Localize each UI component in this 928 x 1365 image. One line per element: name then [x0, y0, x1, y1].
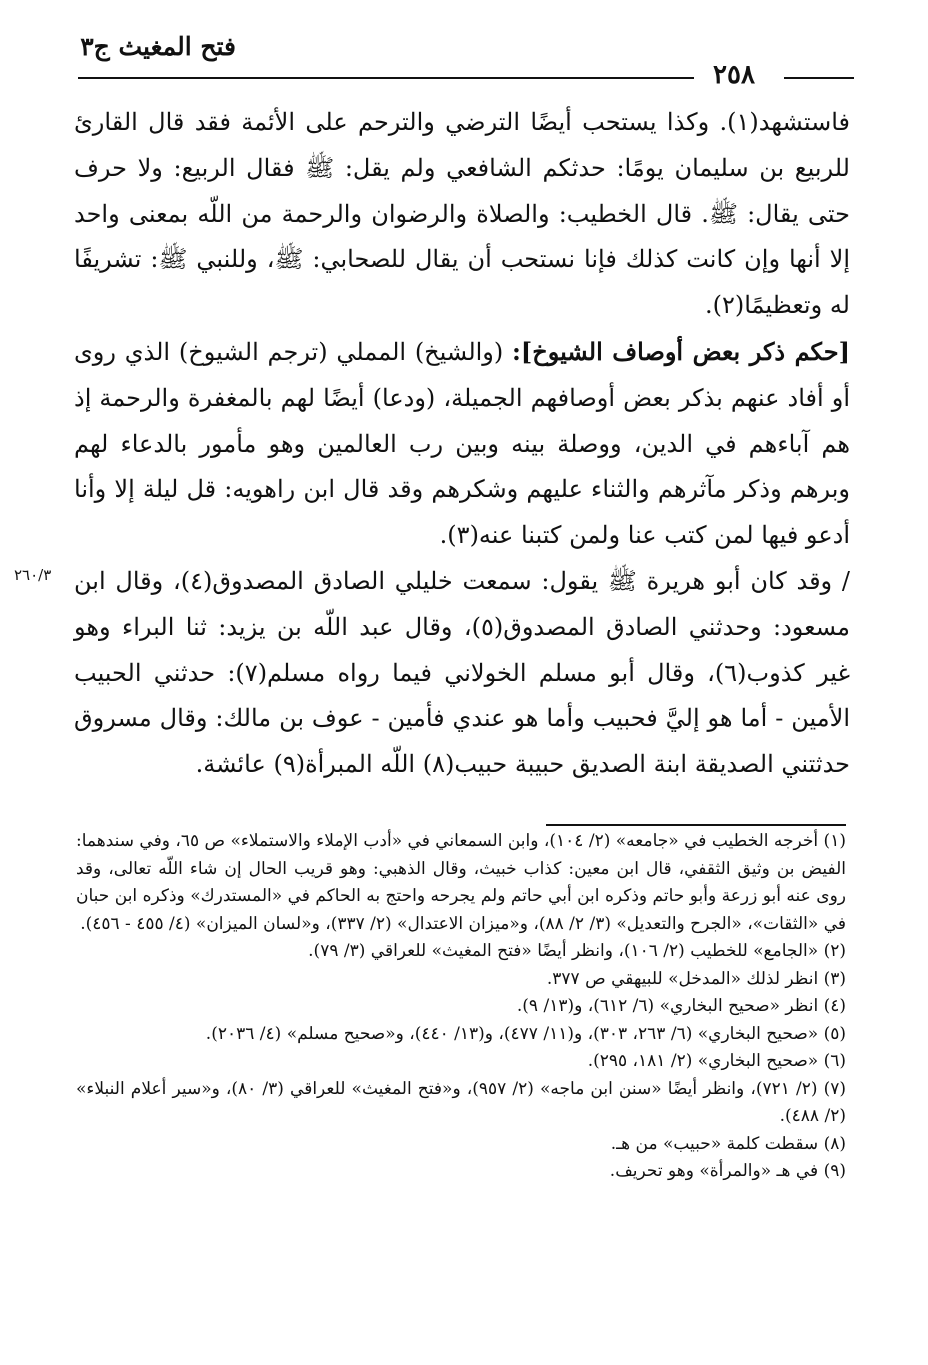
margin-page-reference: ٢٦٠/٣ — [14, 566, 52, 584]
paragraph-2-text: (والشيخ) المملي (ترجم الشيوخ) الذي روى أو أفاد عنهم بذكر بعض أوصافهم الجميلة، (ودعا) أيضًا لهم بالمغفرة والرحمة إذ هم آباءهم في الدين، ووصلة بينه وبين رب العالمين وهو مأمور بالدعاء لهم وبرهم وذكر مآثرهم والثناء عليهم وشكرهم وقد قال ابن راهويه: قل ليلة إلا وأنا أدعو فيها لمن كتب عنا ولمن كتبنا عنه(٣). — [74, 337, 850, 550]
paragraph-1: فاستشهد(١). وكذا يستحب أيضًا الترضي والترحم على الأئمة فقد قال القارئ للربيع بن سليمان يومًا: حدثكم الشافعي ولم يقل: ﷺ فقال الربيع: ولا حرف حتى يقال: ﷺ. قال الخطيب: والصلاة والرضوان والرحمة من اللّه بمعنى واحد إلا أنها وإن كانت كذلك فإنا نستحب أن يقال للصحابي: ﷺ، وللنبي ﷺ: تشريفًا له وتعظيمًا(٢). — [74, 108, 850, 320]
page-number-line — [78, 60, 854, 90]
footnote-8: (٨) سقطت كلمة «حبيب» من هـ. — [610, 1133, 846, 1154]
footnote-5: (٥) «صحيح البخاري» (٦/ ٢٦٣، ٣٠٣)، و(١١/ ٤٧٧)، و(١٣/ ٤٤٠)، و«صحيح مسلم» (٤/ ٢٠٣٦). — [205, 1023, 846, 1044]
paragraph-2 — [74, 329, 850, 559]
header-rule-left — [78, 77, 696, 79]
footnote-7: (٧) (٢/ ٧٢١)، وانظر أيضًا «سنن ابن ماجه» (٢/ ٩٥٧)، و«فتح المغيث» للعراقي (٣/ ٨٠)، و«سير أعلام النبلاء» (٢/ ٤٨٨). — [76, 1078, 847, 1126]
main-text — [74, 100, 850, 788]
section-heading: [حكم ذكر بعض أوصاف الشيوخ]: — [512, 336, 850, 366]
footnote-6: (٦) «صحيح البخاري» (٢/ ١٨١، ٢٩٥). — [587, 1051, 846, 1071]
paragraph-3: / وقد كان أبو هريرة ﷺ يقول: سمعت خليلي الصادق المصدوق(٤)، وقال ابن مسعود: وحدثني الصادق المصدوق(٥)، وقال عبد اللّه بن يزيد: ثنا البراء وهو غير كذوب(٦)، وقال أبو مسلم الخولاني فيما رواه مسلم(٧): حدثني الحبيب الأمين - أما هو إليَّ فحبيب وأما هو عندي فأمين - عوف بن مالك: وقال مسروق حدثتني الصديقة ابنة الصديق حبيبة حبيب(٨) اللّه المبرأة(٩) عائشة. — [74, 566, 850, 779]
footnote-1: (١) أخرجه الخطيب في «جامعه» (٢/ ١٠٤)، وابن السمعاني في «أدب الإملاء والاستملاء» ص ٦٥، وفي سندهما: الفيض بن وثيق الثقفي، قال ابن معين: كذاب خبيث، وقال الذهبي: وهو قريب الحال إن شاء اللّه تعالى، وقد روى عنه أبو زرعة وأبو حاتم وذكره ابن أبي حاتم ولم يجرحه واحتج به الحاكم في «المستدرك» وذكره ابن حبان في «الثقات»، «الجرح والتعديل» (٣/ ٢/ ٨٨)، و«ميزان الاعتدال» (٢/ ٣٣٧)، و«لسان الميزان» (٤/ ٤٥٥ - ٤٥٦). — [76, 831, 846, 934]
running-title: فتح المغيث ج٣ — [80, 32, 236, 61]
footnote-9: (٩) في هـ «والمرأة» وهو تحريف. — [609, 1161, 846, 1181]
footnotes — [76, 828, 846, 1186]
header-rule-right — [784, 77, 854, 79]
footnote-3: (٣) انظر لذلك «المدخل» للبيهقي ص ٣٧٧. — [546, 968, 846, 989]
footnote-4: (٤) انظر «صحيح البخاري» (٦/ ٦١٢)، و(١٣/ ٩). — [516, 996, 846, 1016]
footnote-2: (٢) «الجامع» للخطيب (٢/ ١٠٦)، وانظر أيضًا «فتح المغيث» للعراقي (٣/ ٧٩). — [308, 941, 846, 961]
footnote-separator — [546, 824, 846, 826]
page-number: ٢٥٨ — [694, 60, 774, 90]
